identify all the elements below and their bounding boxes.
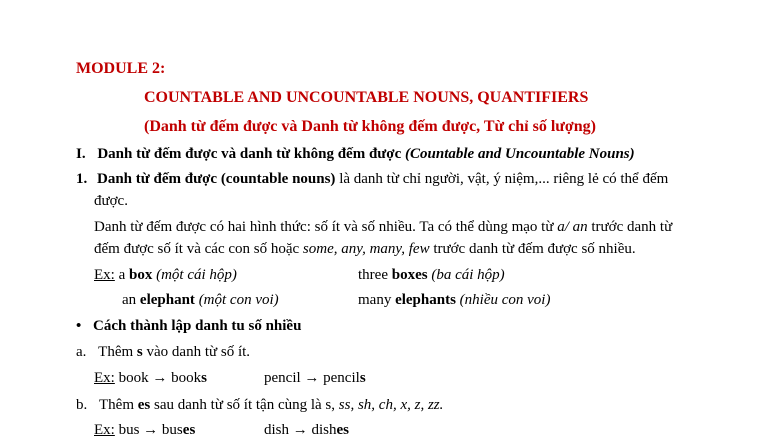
ex-bold: boxes xyxy=(391,267,428,283)
ex-italic: (ba cái hộp) xyxy=(427,267,505,283)
ex-italic: (một con voi) xyxy=(194,292,279,308)
rule-text: Thêm xyxy=(98,344,137,360)
module-title: MODULE 2: xyxy=(76,60,166,77)
rule-a xyxy=(76,343,250,361)
paragraph-line1 xyxy=(94,218,672,236)
ex-text: three xyxy=(358,267,392,283)
bullet-heading xyxy=(76,317,301,335)
ex-bold: elephant xyxy=(139,292,195,308)
ex-text: an xyxy=(122,292,140,308)
rule-b xyxy=(76,396,443,414)
ex-bold: box xyxy=(129,267,153,283)
ex-bold: s xyxy=(359,370,366,386)
rule-b-example-1 xyxy=(94,421,195,439)
bullet-text: Cách thành lập danh tu số nhiều xyxy=(93,318,302,334)
ex-label: Ex: xyxy=(94,370,115,386)
rule-marker: b. xyxy=(76,397,88,413)
ex-italic: (một cái hộp) xyxy=(152,267,237,283)
section-marker: I. xyxy=(76,146,86,162)
ex-bold: elephants xyxy=(395,292,456,308)
paragraph-line2 xyxy=(94,240,636,258)
para-text: đếm được số ít và các con số hoặc xyxy=(94,241,303,257)
ex-text: book → book xyxy=(114,370,202,386)
para-italic: a/ an xyxy=(557,219,588,235)
item-marker: 1. xyxy=(76,171,88,187)
ex-text: pencil → pencil xyxy=(264,370,360,386)
ex-italic: (nhiều con voi) xyxy=(455,292,551,308)
rule-bold: es xyxy=(137,397,151,413)
para-text: trước danh từ đếm được số nhiều. xyxy=(429,241,636,257)
ex-text: bus → bus xyxy=(114,422,183,438)
section-text: Danh từ đếm được và danh từ không đếm được xyxy=(97,146,402,162)
ex-text: dish → dish xyxy=(264,422,337,438)
para-text: trước danh từ xyxy=(587,219,673,235)
item-1-line1 xyxy=(76,170,668,188)
rule-text: Thêm xyxy=(99,397,138,413)
item-bold: Danh từ đếm được (countable nouns) xyxy=(97,171,336,187)
rule-text: sau danh từ số ít tận cùng là s, xyxy=(150,397,339,413)
para-text: Danh từ đếm được có hai hình thức: số ít và số nhiều. Ta có thể dùng mạo từ xyxy=(94,219,558,235)
main-title: COUNTABLE AND UNCOUNTABLE NOUNS, QUANTIFIERS xyxy=(144,89,589,106)
rule-text: vào danh từ số ít. xyxy=(142,344,251,360)
rule-b-example-2 xyxy=(264,421,349,439)
example-row-1-col-2 xyxy=(358,266,505,284)
rule-italic: ss, sh, ch, x, z, zz. xyxy=(338,397,444,413)
ex-bold: es xyxy=(336,422,350,438)
ex-bold: es xyxy=(182,422,196,438)
item-1-line2: được. xyxy=(94,193,128,209)
rule-a-example-2 xyxy=(264,369,366,387)
section-italic: (Countable and Uncountable Nouns) xyxy=(405,146,635,162)
section-heading-I xyxy=(76,145,635,163)
rule-a-example-1 xyxy=(94,369,207,387)
ex-text: many xyxy=(358,292,396,308)
ex-bold: s xyxy=(201,370,207,386)
ex-label: Ex: xyxy=(94,267,115,283)
item-text: là danh từ chỉ người, vật, ý niệm,... riêng lẻ có thể đếm xyxy=(335,171,669,187)
main-subtitle: (Danh từ đếm được và Danh từ không đếm được, Từ chỉ số lượng) xyxy=(144,118,596,135)
ex-text: a xyxy=(114,267,130,283)
bullet-icon: • xyxy=(76,318,82,334)
example-row-2-col-2 xyxy=(358,291,550,309)
rule-marker: a. xyxy=(76,344,87,360)
rule-bold: s xyxy=(136,344,143,360)
example-row-2-col-1 xyxy=(122,291,279,309)
para-italic: some, any, many, few xyxy=(302,241,430,257)
ex-label: Ex: xyxy=(94,422,115,438)
example-row-1-col-1 xyxy=(94,266,237,284)
